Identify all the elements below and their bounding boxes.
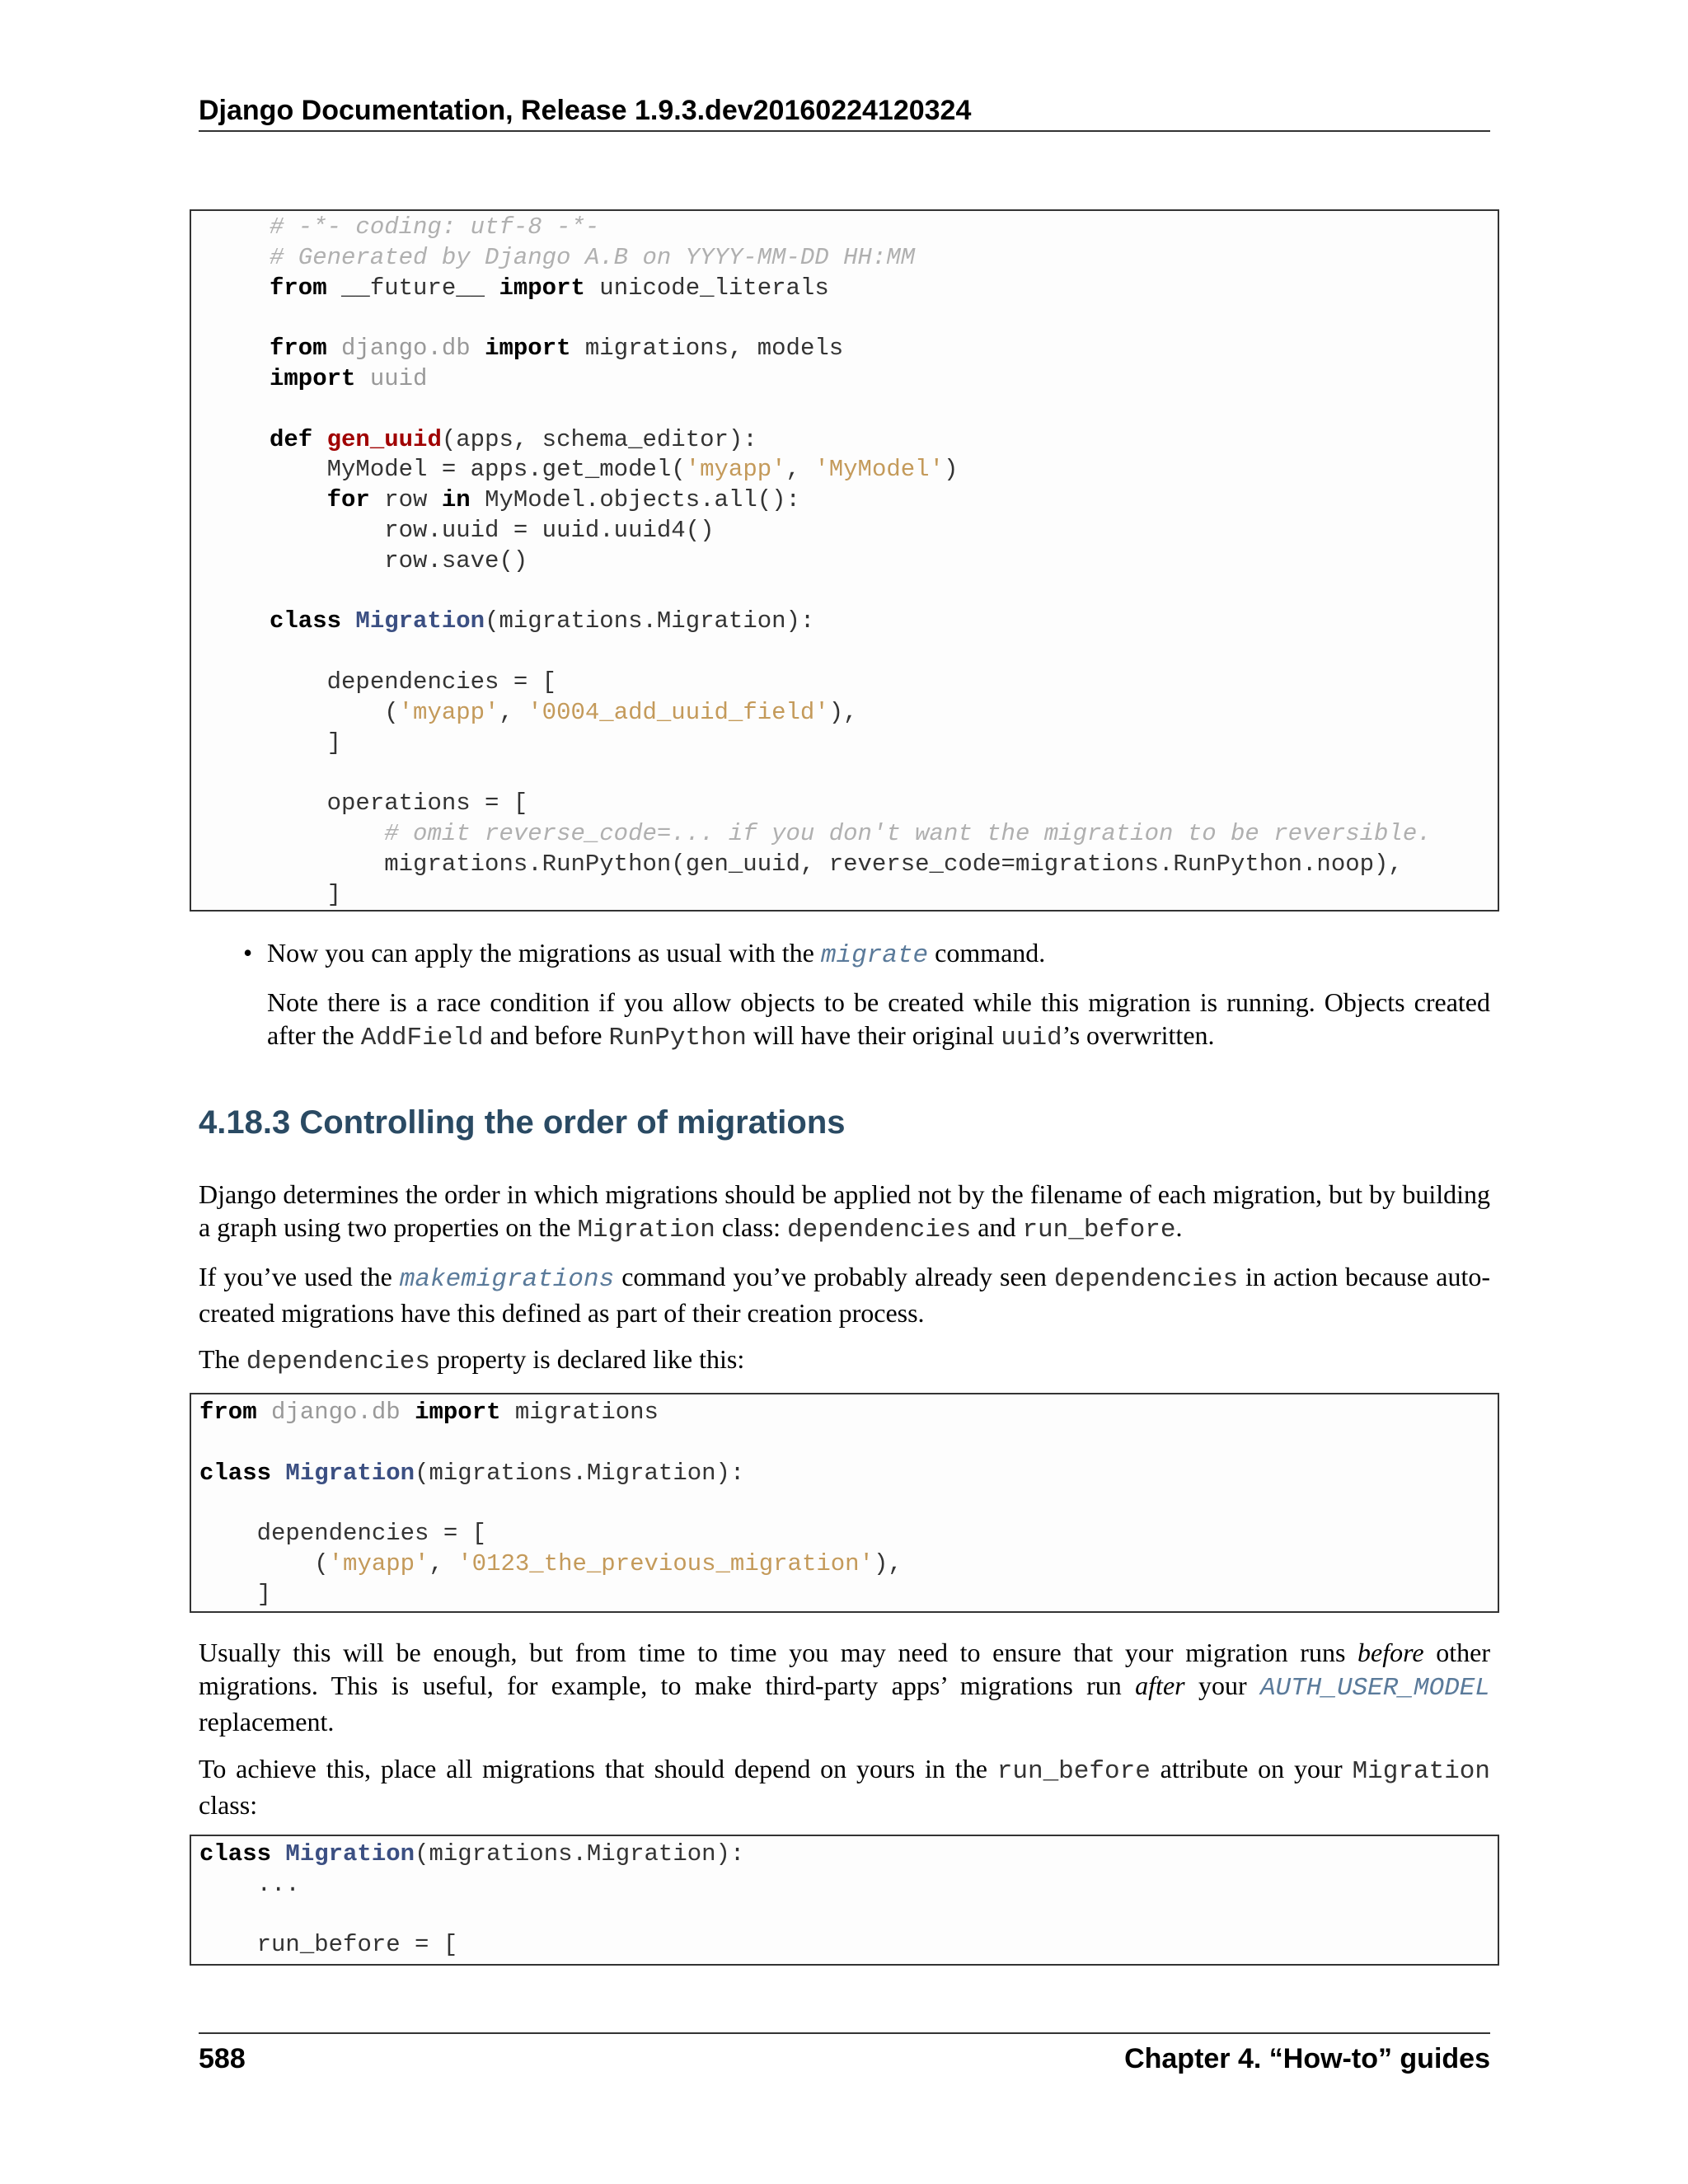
text-run: command you’ve probably already seen [614,1262,1054,1291]
code-keyword: class [199,1840,272,1868]
code-token: __future__ [341,274,485,302]
inline-literal: run_before [996,1757,1151,1786]
text-run: and before [483,1020,609,1050]
migrate-command-link[interactable]: migrate [820,941,929,970]
inline-literal: Migration [1352,1757,1491,1786]
text-run: in action because auto-created migrations have this defined as part of their creation process. [199,1262,1491,1328]
code-keyword: import [270,364,356,392]
code-string: 'myapp' [685,456,786,484]
code-string: '0004_add_uuid_field' [528,698,829,726]
code-token: (migrations.Migration): [415,1840,745,1868]
code-string: 'MyModel' [814,456,944,484]
code-token: ( [314,1549,329,1577]
inline-literal: run_before [1022,1216,1176,1244]
text-run: To achieve this, place all migrations that should depend on yours in the [199,1754,997,1783]
code-token: migrations [514,1399,659,1426]
auth-user-model-link[interactable]: AUTH_USER_MODEL [1259,1674,1490,1703]
bullet-paragraph-migrate [267,936,1490,972]
page-footer [199,2041,1490,2077]
code-keyword: from [199,1399,257,1426]
text-run: property is declared like this: [430,1344,745,1374]
bullet-marker: • [243,938,253,968]
text-run: and [971,1212,1023,1242]
text-run: . [1175,1212,1183,1242]
code-token: ) [943,456,959,484]
code-token: ] [326,880,342,908]
text-run: other migrations. This is useful, for example, to make third-party apps’ migrations run [199,1638,1491,1700]
code-keyword: class [270,607,342,635]
code-token: ), [873,1549,903,1577]
chapter-title: Chapter 4. “How-to” guides [1124,2043,1490,2074]
inline-literal: RunPython [608,1024,747,1052]
inline-literal: uuid [1001,1024,1062,1052]
code-token: ( [384,698,399,726]
code-class-name: Migration [355,607,485,635]
code-string: 'myapp' [328,1549,429,1577]
code-token: ] [326,729,342,757]
inline-literal: dependencies [786,1216,972,1244]
text-run: class: [715,1212,787,1242]
running-header: Django Documentation, Release 1.9.3.dev20160224120324 [199,92,1490,132]
text-run: class: [199,1790,258,1820]
text-run: Note there is a race condition if you allow objects to be created while this migration is running. Objects created after the [267,987,1490,1050]
text-run: Now you can apply the migrations as usual with the [267,938,821,968]
emphasis: before [1357,1638,1424,1667]
code-token: dependencies = [ [256,1520,487,1548]
code-token: MyModel = apps.get_model( [326,456,686,484]
text-run: The [199,1344,246,1374]
code-token: row.uuid = uuid.uuid4() [384,516,715,544]
code-keyword: import [485,335,571,363]
code-keyword: class [199,1459,272,1487]
text-run: your [1184,1671,1260,1700]
page-number: 588 [199,2043,246,2074]
code-token: unicode_literals [599,274,829,302]
code-token: migrations, models [584,335,844,363]
paragraph-run-before-need [199,1636,1490,1738]
code-token: , [429,1549,458,1577]
code-token: ... [256,1870,300,1898]
code-class-name: Migration [285,1840,415,1868]
text-run: attribute on your [1150,1754,1353,1783]
code-keyword: in [441,486,471,514]
code-class-name: Migration [285,1459,415,1487]
code-module: django.db [341,335,471,363]
code-token: , [785,456,815,484]
code-block-run-before [190,1835,1499,1966]
code-module: django.db [271,1399,401,1426]
code-token: ), [828,698,858,726]
code-token: row [384,486,428,514]
code-token: (migrations.Migration): [485,607,815,635]
code-token: (migrations.Migration): [415,1459,745,1487]
inline-literal: dependencies [1053,1265,1239,1294]
code-function-name: gen_uuid [326,425,442,453]
code-comment: # -*- coding: utf-8 -*- [270,213,600,241]
code-comment: # Generated by Django A.B on YYYY-MM-DD HH:MM [270,243,916,271]
text-run: ’s overwritten. [1062,1020,1215,1050]
paragraph-makemigrations [199,1260,1490,1329]
code-module: uuid [369,364,428,392]
code-string: 'myapp' [398,698,499,726]
code-keyword: def [270,425,313,453]
makemigrations-command-link[interactable]: makemigrations [399,1265,615,1294]
paragraph-dependencies-declared [199,1343,1490,1379]
inline-literal: Migration [577,1216,715,1244]
code-comment: # omit reverse_code=... if you don't want the migration to be reversible. [384,819,1432,847]
text-run: Django determines the order in which migrations should be applied not by the filename of each migration, but by building a graph using two properties on the [199,1179,1490,1242]
inline-literal: dependencies [246,1347,430,1376]
code-token: ] [256,1580,272,1608]
emphasis: after [1135,1671,1185,1700]
code-token: run_before = [ [256,1931,458,1959]
code-token: dependencies = [ [326,668,557,696]
code-token: , [499,698,528,726]
text-run: Usually this will be enough, but from time to time you may need to ensure that your migration runs [199,1638,1358,1667]
code-token: migrations.RunPython(gen_uuid, reverse_code=migrations.RunPython.noop), [384,850,1403,878]
race-condition-note [267,986,1490,1055]
code-keyword: from [270,335,327,363]
code-token: MyModel.objects.all(): [485,486,800,514]
code-string: '0123_the_previous_migration' [457,1549,874,1577]
text-run: If you’ve used the [199,1262,400,1291]
code-token: row.save() [384,546,528,574]
text-run: replacement. [199,1707,335,1736]
footer-rule [199,2032,1490,2034]
section-heading: 4.18.3 Controlling the order of migrations [199,1104,846,1141]
text-run: will have their original [746,1020,1001,1050]
code-token: operations = [ [326,790,528,818]
text-run: command. [928,938,1046,968]
paragraph-order-intro [199,1178,1490,1247]
code-keyword: for [326,486,370,514]
code-block-gen-uuid-migration [190,209,1499,912]
code-keyword: import [415,1399,501,1426]
code-block-dependencies [190,1393,1499,1613]
code-token: (apps, schema_editor): [441,425,757,453]
code-keyword: import [499,274,585,302]
code-keyword: from [270,274,327,302]
paragraph-run-before-howto [199,1752,1490,1821]
inline-literal: AddField [360,1024,484,1052]
